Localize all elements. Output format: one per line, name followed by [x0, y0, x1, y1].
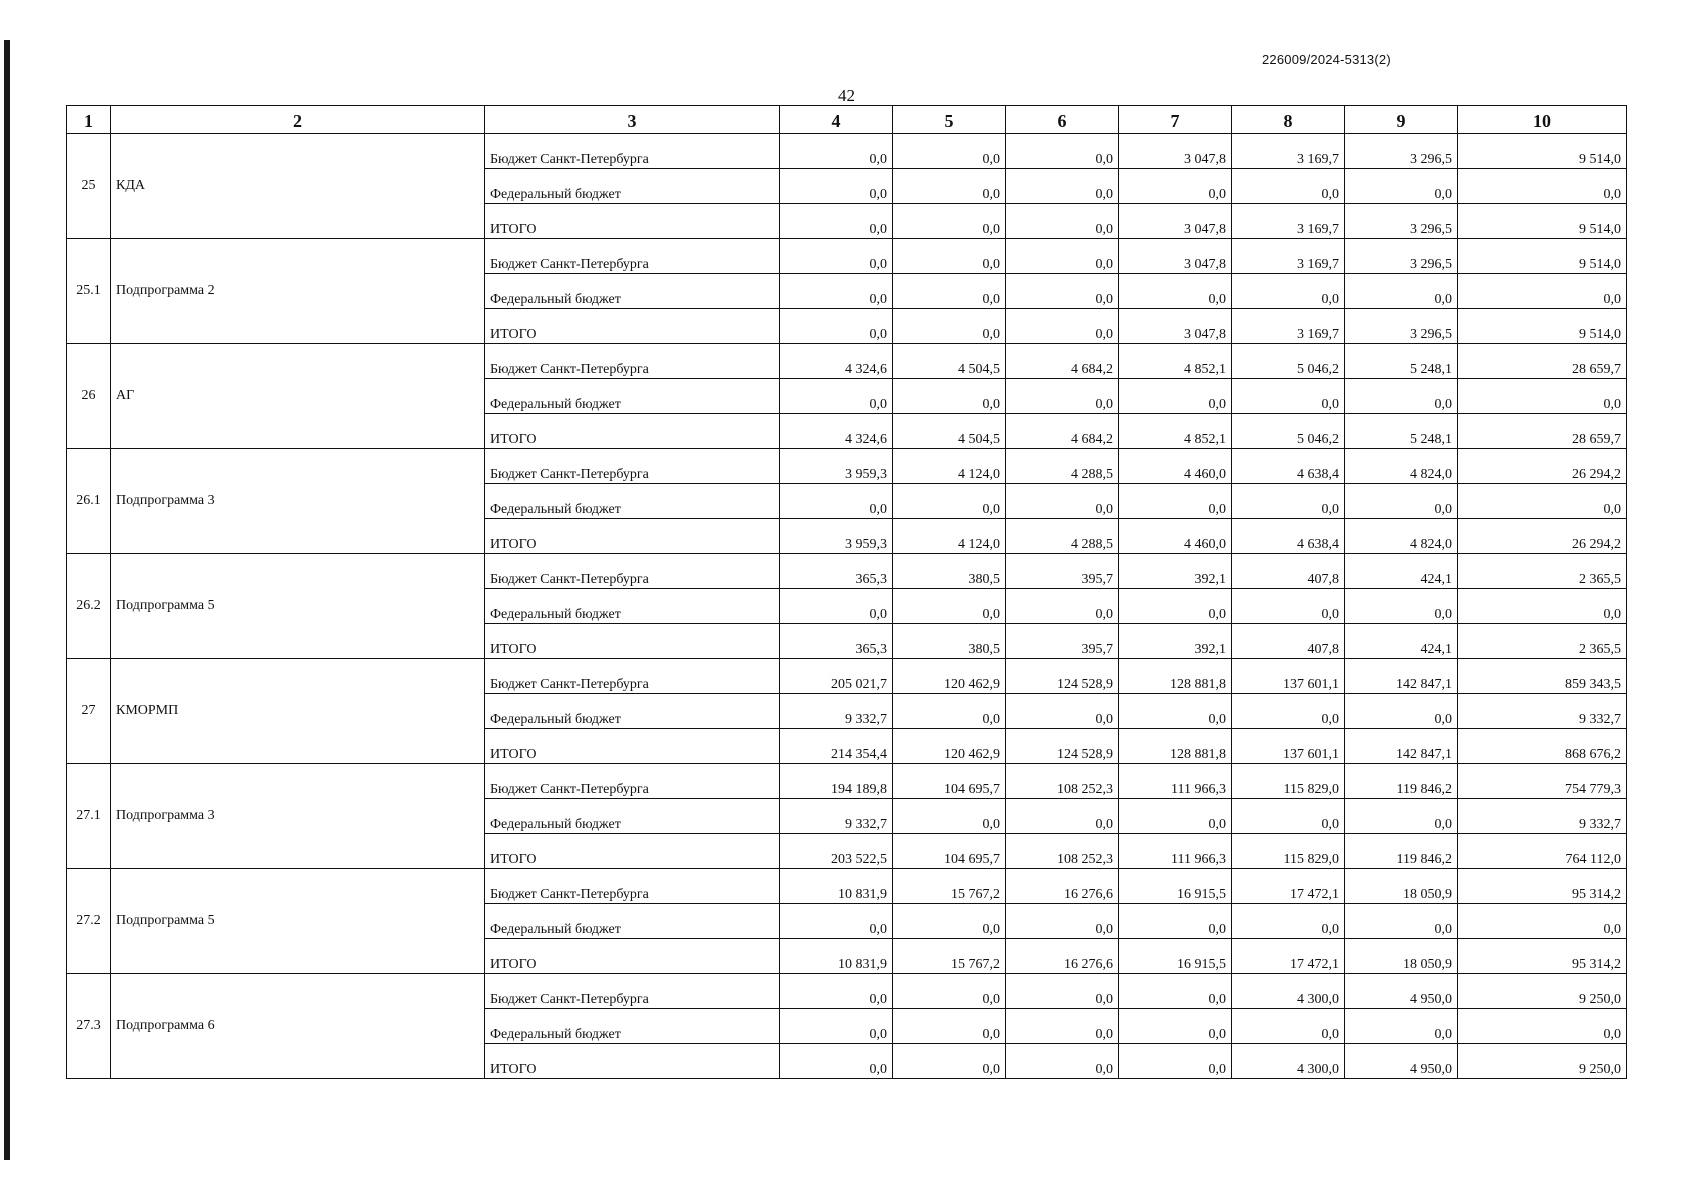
value-cell-col-10: 9 332,7 — [1458, 694, 1627, 729]
value-cell-col-7: 16 915,5 — [1119, 869, 1232, 904]
value-cell-col-4: 0,0 — [780, 204, 893, 239]
value-cell-col-4: 203 522,5 — [780, 834, 893, 869]
value-cell-col-8: 0,0 — [1232, 484, 1345, 519]
value-cell-col-4: 10 831,9 — [780, 939, 893, 974]
value-cell-col-7: 4 460,0 — [1119, 449, 1232, 484]
value-cell-col-6: 108 252,3 — [1006, 764, 1119, 799]
header-col-3: 3 — [485, 106, 780, 134]
value-cell-col-5: 0,0 — [893, 904, 1006, 939]
page-number: 42 — [838, 86, 855, 105]
value-cell-col-7: 0,0 — [1119, 484, 1232, 519]
value-cell-col-10: 9 250,0 — [1458, 974, 1627, 1009]
funding-source-cell: ИТОГО — [485, 1044, 780, 1079]
funding-source-cell: Федеральный бюджет — [485, 799, 780, 834]
program-name-cell: КМОРМП — [111, 659, 485, 764]
value-cell-col-9: 142 847,1 — [1345, 659, 1458, 694]
value-cell-col-8: 115 829,0 — [1232, 834, 1345, 869]
value-cell-col-6: 0,0 — [1006, 974, 1119, 1009]
value-cell-col-9: 142 847,1 — [1345, 729, 1458, 764]
value-cell-col-10: 9 514,0 — [1458, 134, 1627, 169]
value-cell-col-5: 0,0 — [893, 274, 1006, 309]
value-cell-col-4: 0,0 — [780, 274, 893, 309]
funding-source-cell: Бюджет Санкт-Петербурга — [485, 134, 780, 169]
value-cell-col-4: 365,3 — [780, 554, 893, 589]
value-cell-col-10: 0,0 — [1458, 169, 1627, 204]
value-cell-col-9: 0,0 — [1345, 589, 1458, 624]
value-cell-col-4: 0,0 — [780, 484, 893, 519]
table-row — [67, 764, 1627, 799]
funding-source-cell: ИТОГО — [485, 204, 780, 239]
value-cell-col-9: 0,0 — [1345, 1009, 1458, 1044]
value-cell-col-6: 0,0 — [1006, 204, 1119, 239]
value-cell-col-8: 4 638,4 — [1232, 449, 1345, 484]
value-cell-col-10: 764 112,0 — [1458, 834, 1627, 869]
value-cell-col-9: 0,0 — [1345, 379, 1458, 414]
funding-source-cell: Бюджет Санкт-Петербурга — [485, 974, 780, 1009]
value-cell-col-5: 4 124,0 — [893, 519, 1006, 554]
value-cell-col-10: 0,0 — [1458, 904, 1627, 939]
value-cell-col-4: 0,0 — [780, 379, 893, 414]
value-cell-col-10: 0,0 — [1458, 484, 1627, 519]
budget-table — [66, 105, 1627, 1079]
value-cell-col-5: 4 504,5 — [893, 414, 1006, 449]
value-cell-col-5: 0,0 — [893, 484, 1006, 519]
value-cell-col-4: 3 959,3 — [780, 449, 893, 484]
program-name-cell: Подпрограмма 3 — [111, 764, 485, 869]
funding-source-cell: Бюджет Санкт-Петербурга — [485, 764, 780, 799]
value-cell-col-8: 0,0 — [1232, 589, 1345, 624]
table-header — [67, 106, 1627, 134]
value-cell-col-7: 3 047,8 — [1119, 309, 1232, 344]
value-cell-col-10: 2 365,5 — [1458, 554, 1627, 589]
value-cell-col-8: 3 169,7 — [1232, 134, 1345, 169]
value-cell-col-4: 3 959,3 — [780, 519, 893, 554]
value-cell-col-4: 0,0 — [780, 1009, 893, 1044]
value-cell-col-5: 0,0 — [893, 1044, 1006, 1079]
value-cell-col-6: 0,0 — [1006, 134, 1119, 169]
value-cell-col-10: 26 294,2 — [1458, 519, 1627, 554]
row-number-cell: 26 — [67, 344, 111, 449]
program-name-cell: Подпрограмма 5 — [111, 554, 485, 659]
value-cell-col-6: 4 288,5 — [1006, 449, 1119, 484]
value-cell-col-5: 0,0 — [893, 169, 1006, 204]
value-cell-col-5: 380,5 — [893, 624, 1006, 659]
value-cell-col-8: 0,0 — [1232, 904, 1345, 939]
value-cell-col-6: 0,0 — [1006, 484, 1119, 519]
value-cell-col-5: 0,0 — [893, 694, 1006, 729]
value-cell-col-5: 104 695,7 — [893, 834, 1006, 869]
value-cell-col-5: 0,0 — [893, 239, 1006, 274]
value-cell-col-10: 0,0 — [1458, 379, 1627, 414]
header-col-2: 2 — [111, 106, 485, 134]
value-cell-col-9: 3 296,5 — [1345, 134, 1458, 169]
value-cell-col-7: 0,0 — [1119, 1044, 1232, 1079]
header-col-7: 7 — [1119, 106, 1232, 134]
value-cell-col-8: 17 472,1 — [1232, 939, 1345, 974]
value-cell-col-10: 28 659,7 — [1458, 344, 1627, 379]
value-cell-col-4: 0,0 — [780, 239, 893, 274]
value-cell-col-9: 0,0 — [1345, 799, 1458, 834]
value-cell-col-4: 9 332,7 — [780, 799, 893, 834]
table-row — [67, 974, 1627, 1009]
value-cell-col-6: 16 276,6 — [1006, 939, 1119, 974]
row-number-cell: 27.1 — [67, 764, 111, 869]
value-cell-col-5: 120 462,9 — [893, 659, 1006, 694]
value-cell-col-6: 0,0 — [1006, 1044, 1119, 1079]
value-cell-col-6: 0,0 — [1006, 169, 1119, 204]
value-cell-col-9: 3 296,5 — [1345, 204, 1458, 239]
value-cell-col-9: 0,0 — [1345, 484, 1458, 519]
value-cell-col-5: 4 504,5 — [893, 344, 1006, 379]
value-cell-col-5: 0,0 — [893, 134, 1006, 169]
program-name-cell: Подпрограмма 6 — [111, 974, 485, 1079]
value-cell-col-8: 3 169,7 — [1232, 204, 1345, 239]
value-cell-col-8: 3 169,7 — [1232, 239, 1345, 274]
value-cell-col-5: 0,0 — [893, 799, 1006, 834]
value-cell-col-4: 0,0 — [780, 974, 893, 1009]
value-cell-col-10: 868 676,2 — [1458, 729, 1627, 764]
value-cell-col-7: 0,0 — [1119, 274, 1232, 309]
value-cell-col-4: 0,0 — [780, 169, 893, 204]
value-cell-col-6: 0,0 — [1006, 379, 1119, 414]
value-cell-col-7: 0,0 — [1119, 904, 1232, 939]
funding-source-cell: ИТОГО — [485, 309, 780, 344]
value-cell-col-6: 0,0 — [1006, 1009, 1119, 1044]
value-cell-col-8: 0,0 — [1232, 379, 1345, 414]
value-cell-col-6: 0,0 — [1006, 589, 1119, 624]
value-cell-col-8: 137 601,1 — [1232, 659, 1345, 694]
funding-source-cell: Федеральный бюджет — [485, 694, 780, 729]
funding-source-cell: ИТОГО — [485, 624, 780, 659]
value-cell-col-7: 111 966,3 — [1119, 764, 1232, 799]
value-cell-col-9: 0,0 — [1345, 274, 1458, 309]
value-cell-col-4: 0,0 — [780, 904, 893, 939]
value-cell-col-9: 5 248,1 — [1345, 414, 1458, 449]
table-row — [67, 554, 1627, 589]
value-cell-col-4: 365,3 — [780, 624, 893, 659]
value-cell-col-10: 754 779,3 — [1458, 764, 1627, 799]
value-cell-col-8: 3 169,7 — [1232, 309, 1345, 344]
funding-source-cell: ИТОГО — [485, 519, 780, 554]
value-cell-col-9: 3 296,5 — [1345, 309, 1458, 344]
table-row — [67, 869, 1627, 904]
value-cell-col-10: 0,0 — [1458, 1009, 1627, 1044]
value-cell-col-9: 4 950,0 — [1345, 974, 1458, 1009]
value-cell-col-4: 4 324,6 — [780, 344, 893, 379]
funding-source-cell: Федеральный бюджет — [485, 274, 780, 309]
value-cell-col-7: 128 881,8 — [1119, 659, 1232, 694]
header-col-10: 10 — [1458, 106, 1627, 134]
value-cell-col-9: 0,0 — [1345, 904, 1458, 939]
value-cell-col-8: 4 300,0 — [1232, 974, 1345, 1009]
value-cell-col-4: 205 021,7 — [780, 659, 893, 694]
value-cell-col-4: 0,0 — [780, 1044, 893, 1079]
funding-source-cell: Бюджет Санкт-Петербурга — [485, 344, 780, 379]
value-cell-col-5: 0,0 — [893, 309, 1006, 344]
value-cell-col-4: 0,0 — [780, 309, 893, 344]
funding-source-cell: ИТОГО — [485, 729, 780, 764]
funding-source-cell: Бюджет Санкт-Петербурга — [485, 659, 780, 694]
value-cell-col-8: 115 829,0 — [1232, 764, 1345, 799]
table-row — [67, 449, 1627, 484]
scan-edge-shadow — [4, 40, 10, 1160]
value-cell-col-6: 0,0 — [1006, 694, 1119, 729]
funding-source-cell: Бюджет Санкт-Петербурга — [485, 869, 780, 904]
value-cell-col-7: 0,0 — [1119, 589, 1232, 624]
funding-source-cell: ИТОГО — [485, 939, 780, 974]
value-cell-col-6: 4 684,2 — [1006, 414, 1119, 449]
funding-source-cell: Бюджет Санкт-Петербурга — [485, 239, 780, 274]
value-cell-col-9: 0,0 — [1345, 169, 1458, 204]
header-col-1: 1 — [67, 106, 111, 134]
value-cell-col-9: 424,1 — [1345, 624, 1458, 659]
value-cell-col-7: 0,0 — [1119, 379, 1232, 414]
value-cell-col-4: 194 189,8 — [780, 764, 893, 799]
table-row — [67, 239, 1627, 274]
row-number-cell: 25.1 — [67, 239, 111, 344]
value-cell-col-7: 0,0 — [1119, 694, 1232, 729]
program-name-cell: КДА — [111, 134, 485, 239]
value-cell-col-8: 5 046,2 — [1232, 344, 1345, 379]
value-cell-col-6: 0,0 — [1006, 274, 1119, 309]
value-cell-col-7: 3 047,8 — [1119, 204, 1232, 239]
value-cell-col-5: 120 462,9 — [893, 729, 1006, 764]
program-name-cell: АГ — [111, 344, 485, 449]
value-cell-col-7: 3 047,8 — [1119, 134, 1232, 169]
row-number-cell: 26.1 — [67, 449, 111, 554]
value-cell-col-4: 0,0 — [780, 589, 893, 624]
funding-source-cell: Бюджет Санкт-Петербурга — [485, 449, 780, 484]
value-cell-col-9: 119 846,2 — [1345, 834, 1458, 869]
value-cell-col-6: 0,0 — [1006, 239, 1119, 274]
value-cell-col-7: 3 047,8 — [1119, 239, 1232, 274]
header-col-4: 4 — [780, 106, 893, 134]
value-cell-col-8: 4 300,0 — [1232, 1044, 1345, 1079]
funding-source-cell: ИТОГО — [485, 414, 780, 449]
value-cell-col-7: 4 852,1 — [1119, 414, 1232, 449]
value-cell-col-10: 9 514,0 — [1458, 239, 1627, 274]
value-cell-col-5: 0,0 — [893, 1009, 1006, 1044]
value-cell-col-5: 0,0 — [893, 974, 1006, 1009]
value-cell-col-9: 4 824,0 — [1345, 519, 1458, 554]
table-body — [67, 134, 1627, 1079]
value-cell-col-8: 407,8 — [1232, 554, 1345, 589]
funding-source-cell: Бюджет Санкт-Петербурга — [485, 554, 780, 589]
value-cell-col-6: 395,7 — [1006, 624, 1119, 659]
value-cell-col-10: 9 250,0 — [1458, 1044, 1627, 1079]
value-cell-col-5: 4 124,0 — [893, 449, 1006, 484]
value-cell-col-9: 4 950,0 — [1345, 1044, 1458, 1079]
row-number-cell: 25 — [67, 134, 111, 239]
header-col-5: 5 — [893, 106, 1006, 134]
value-cell-col-8: 0,0 — [1232, 694, 1345, 729]
funding-source-cell: Федеральный бюджет — [485, 904, 780, 939]
value-cell-col-6: 4 684,2 — [1006, 344, 1119, 379]
value-cell-col-10: 9 332,7 — [1458, 799, 1627, 834]
header-col-9: 9 — [1345, 106, 1458, 134]
value-cell-col-5: 0,0 — [893, 379, 1006, 414]
row-number-cell: 27.2 — [67, 869, 111, 974]
value-cell-col-4: 0,0 — [780, 134, 893, 169]
value-cell-col-8: 0,0 — [1232, 274, 1345, 309]
value-cell-col-7: 4 852,1 — [1119, 344, 1232, 379]
row-number-cell: 26.2 — [67, 554, 111, 659]
row-number-cell: 27 — [67, 659, 111, 764]
value-cell-col-7: 0,0 — [1119, 974, 1232, 1009]
value-cell-col-9: 18 050,9 — [1345, 939, 1458, 974]
value-cell-col-9: 4 824,0 — [1345, 449, 1458, 484]
value-cell-col-8: 4 638,4 — [1232, 519, 1345, 554]
value-cell-col-8: 5 046,2 — [1232, 414, 1345, 449]
value-cell-col-5: 380,5 — [893, 554, 1006, 589]
value-cell-col-7: 0,0 — [1119, 1009, 1232, 1044]
value-cell-col-6: 0,0 — [1006, 309, 1119, 344]
header-row — [67, 106, 1627, 134]
program-name-cell: Подпрограмма 5 — [111, 869, 485, 974]
value-cell-col-5: 15 767,2 — [893, 939, 1006, 974]
value-cell-col-6: 0,0 — [1006, 904, 1119, 939]
row-number-cell: 27.3 — [67, 974, 111, 1079]
value-cell-col-6: 124 528,9 — [1006, 729, 1119, 764]
value-cell-col-9: 0,0 — [1345, 694, 1458, 729]
value-cell-col-7: 128 881,8 — [1119, 729, 1232, 764]
value-cell-col-10: 95 314,2 — [1458, 869, 1627, 904]
value-cell-col-6: 0,0 — [1006, 799, 1119, 834]
value-cell-col-9: 5 248,1 — [1345, 344, 1458, 379]
value-cell-col-7: 16 915,5 — [1119, 939, 1232, 974]
value-cell-col-5: 104 695,7 — [893, 764, 1006, 799]
value-cell-col-8: 0,0 — [1232, 169, 1345, 204]
value-cell-col-6: 395,7 — [1006, 554, 1119, 589]
header-col-8: 8 — [1232, 106, 1345, 134]
value-cell-col-9: 424,1 — [1345, 554, 1458, 589]
value-cell-col-10: 26 294,2 — [1458, 449, 1627, 484]
value-cell-col-10: 859 343,5 — [1458, 659, 1627, 694]
value-cell-col-7: 392,1 — [1119, 624, 1232, 659]
program-name-cell: Подпрограмма 2 — [111, 239, 485, 344]
value-cell-col-5: 15 767,2 — [893, 869, 1006, 904]
value-cell-col-6: 4 288,5 — [1006, 519, 1119, 554]
value-cell-col-10: 9 514,0 — [1458, 204, 1627, 239]
value-cell-col-6: 108 252,3 — [1006, 834, 1119, 869]
funding-source-cell: Федеральный бюджет — [485, 169, 780, 204]
value-cell-col-5: 0,0 — [893, 589, 1006, 624]
value-cell-col-10: 95 314,2 — [1458, 939, 1627, 974]
funding-source-cell: Федеральный бюджет — [485, 484, 780, 519]
value-cell-col-6: 124 528,9 — [1006, 659, 1119, 694]
value-cell-col-7: 392,1 — [1119, 554, 1232, 589]
value-cell-col-9: 18 050,9 — [1345, 869, 1458, 904]
value-cell-col-8: 407,8 — [1232, 624, 1345, 659]
value-cell-col-7: 0,0 — [1119, 169, 1232, 204]
funding-source-cell: Федеральный бюджет — [485, 379, 780, 414]
value-cell-col-8: 17 472,1 — [1232, 869, 1345, 904]
value-cell-col-10: 28 659,7 — [1458, 414, 1627, 449]
value-cell-col-8: 137 601,1 — [1232, 729, 1345, 764]
value-cell-col-10: 9 514,0 — [1458, 309, 1627, 344]
value-cell-col-7: 4 460,0 — [1119, 519, 1232, 554]
value-cell-col-10: 0,0 — [1458, 589, 1627, 624]
value-cell-col-9: 119 846,2 — [1345, 764, 1458, 799]
table-row — [67, 344, 1627, 379]
funding-source-cell: Федеральный бюджет — [485, 589, 780, 624]
value-cell-col-7: 0,0 — [1119, 799, 1232, 834]
value-cell-col-8: 0,0 — [1232, 799, 1345, 834]
funding-source-cell: Федеральный бюджет — [485, 1009, 780, 1044]
value-cell-col-6: 16 276,6 — [1006, 869, 1119, 904]
funding-source-cell: ИТОГО — [485, 834, 780, 869]
value-cell-col-10: 2 365,5 — [1458, 624, 1627, 659]
value-cell-col-9: 3 296,5 — [1345, 239, 1458, 274]
value-cell-col-8: 0,0 — [1232, 1009, 1345, 1044]
value-cell-col-4: 10 831,9 — [780, 869, 893, 904]
program-name-cell: Подпрограмма 3 — [111, 449, 485, 554]
value-cell-col-7: 111 966,3 — [1119, 834, 1232, 869]
value-cell-col-4: 4 324,6 — [780, 414, 893, 449]
value-cell-col-4: 9 332,7 — [780, 694, 893, 729]
value-cell-col-5: 0,0 — [893, 204, 1006, 239]
header-col-6: 6 — [1006, 106, 1119, 134]
table-row — [67, 659, 1627, 694]
table-row — [67, 134, 1627, 169]
value-cell-col-4: 214 354,4 — [780, 729, 893, 764]
value-cell-col-10: 0,0 — [1458, 274, 1627, 309]
document-number: 226009/2024-5313(2) — [1262, 52, 1391, 67]
